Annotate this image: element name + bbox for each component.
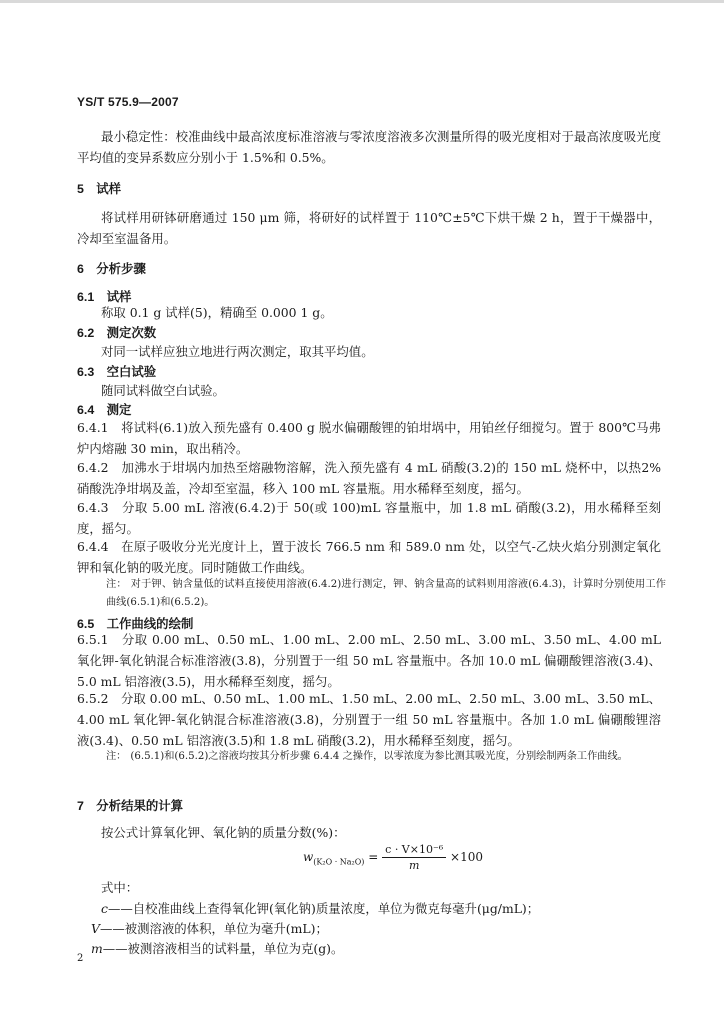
note-label: 注： bbox=[106, 751, 127, 762]
var-m-line bbox=[91, 938, 343, 959]
page-number: 2 bbox=[77, 953, 84, 964]
para-6-4-1: 6.4.1 将试料(6.1)放入预先盛有 0.400 g 脱水偏硼酸锂的铂坩埚中，用铂丝仔细搅匀。置于 800℃马弗炉内熔融 30 min，取出稍冷。 bbox=[77, 420, 661, 456]
section-6-5-heading: 6.5 工作曲线的绘制 bbox=[77, 617, 194, 631]
note-label: 注： bbox=[106, 579, 127, 590]
section-6-2-heading: 6.2 测定次数 bbox=[77, 326, 157, 340]
where-label: 式中： bbox=[101, 880, 139, 895]
para-6-4-4: 6.4.4 在原子吸收分光光度计上，置于波长 766.5 nm 和 589.0 nm 处，以空气-乙炔火焰分别测定氧化钾和氧化钠的吸光度。同时随做工作曲线。 bbox=[77, 539, 661, 575]
note-text: (6.5.1)和(6.5.2)之溶液均按其分析步骤 6.4.4 之操作，以零浓度为参比测其吸光度，分别绘制两条工作曲线。 bbox=[130, 751, 628, 762]
var-description: ——被测溶液相当的试料量，单位为克(g)。 bbox=[102, 941, 344, 956]
mass-fraction-formula bbox=[303, 843, 483, 872]
section-5-heading: 5 试样 bbox=[77, 182, 122, 196]
section-7-heading: 7 分析结果的计算 bbox=[77, 799, 184, 813]
section-6-4-heading: 6.4 测定 bbox=[77, 403, 132, 417]
section-7-intro: 按公式计算氧化钾、氧化钠的质量分数(%)： bbox=[101, 825, 346, 840]
var-description: ——被测溶液的体积，单位为毫升(mL)； bbox=[99, 921, 328, 936]
var-V-line bbox=[91, 918, 328, 939]
formula-lhs: w bbox=[303, 850, 314, 864]
section-6-3-heading: 6.3 空白试验 bbox=[77, 365, 157, 379]
section-5-text: 将试样用研钵研磨通过 150 μm 筛，将研好的试样置于 110℃±5℃下烘干燥 2 h，置于干燥器中，冷却至室温备用。 bbox=[77, 210, 661, 246]
section-6-heading: 6 分析步骤 bbox=[77, 262, 146, 276]
formula-numerator: c · V×10⁻⁶ bbox=[382, 843, 446, 858]
var-symbol: c bbox=[101, 901, 108, 916]
var-description: ——自校准曲线上查得氧化钾(氧化钠)质量浓度，单位为微克每毫升(μg/mL)； bbox=[107, 901, 540, 916]
section-6-1-text: 称取 0.1 g 试样(5)，精确至 0.000 1 g。 bbox=[101, 305, 333, 320]
var-symbol: V bbox=[91, 921, 100, 936]
formula-denominator: m bbox=[408, 859, 420, 872]
section-6-1-heading: 6.1 试样 bbox=[77, 290, 132, 304]
formula-equals: = bbox=[368, 850, 379, 864]
formula-multiplier: ×100 bbox=[450, 850, 483, 864]
standard-number: YS/T 575.9—2007 bbox=[77, 95, 179, 109]
stability-paragraph: 最小稳定性：校准曲线中最高浓度标准溶液与零浓度溶液多次测量所得的吸光度相对于最高浓度吸光度平均值的变异系数应分别小于 1.5%和 0.5%。 bbox=[77, 129, 661, 165]
note-text: 对于钾、钠含量低的试料直接使用溶液(6.4.2)进行测定，钾、钠含量高的试料则用溶液(6.4.3)，计算时分别使用工作曲线(6.5.1)和(6.5.2)。 bbox=[106, 579, 666, 608]
note-6-5 bbox=[106, 748, 666, 766]
section-6-3-text: 随同试料做空白试验。 bbox=[101, 383, 225, 398]
para-6-4-2: 6.4.2 加沸水于坩埚内加热至熔融物溶解，洗入预先盛有 4 mL 硝酸(3.2)的 150 mL 烧杯中，以热2%硝酸洗净坩埚及盖，冷却至室温，移入 100 mL 容量瓶。用水稀释至刻度，摇匀。 bbox=[77, 460, 661, 496]
section-6-2-text: 对同一试样应独立地进行两次测定，取其平均值。 bbox=[101, 344, 374, 359]
para-6-4-3: 6.4.3 分取 5.00 mL 溶液(6.4.2)于 50(或 100)mL 容量瓶中，加 1.8 mL 硝酸(3.2)，用水稀释至刻度，摇匀。 bbox=[77, 500, 661, 536]
note-6-4 bbox=[106, 576, 666, 612]
formula-fraction bbox=[382, 843, 446, 872]
var-c-line bbox=[101, 898, 539, 919]
top-border bbox=[0, 0, 724, 3]
para-6-5-2: 6.5.2 分取 0.00 mL、0.50 mL、1.00 mL、1.50 mL、2.00 mL、2.50 mL、3.00 mL、3.50 mL、4.00 mL 氧化钾-氧化钠混合标准溶液(3.8)，分别置于一组 50 mL 容量瓶中。各加 1.0 mL 偏硼酸锂溶液(3.4)、0.50 mL 铝溶液(3.5)和 1.8 mL 硝酸(3.2)，用水稀释至刻度，摇匀。 bbox=[77, 691, 661, 748]
formula-lhs-subscript: (K₂O · Na₂O) bbox=[313, 857, 365, 867]
var-symbol: m bbox=[91, 941, 103, 956]
para-6-5-1: 6.5.1 分取 0.00 mL、0.50 mL、1.00 mL、2.00 mL、2.50 mL、3.00 mL、3.50 mL、4.00 mL 氧化钾-氧化钠混合标准溶液(3.8)，分别置于一组 50 mL 容量瓶中。各加 10.0 mL 偏硼酸锂溶液(3.4)、5.0 mL 铝溶液(3.5)，用水稀释至刻度，摇匀。 bbox=[77, 632, 661, 689]
